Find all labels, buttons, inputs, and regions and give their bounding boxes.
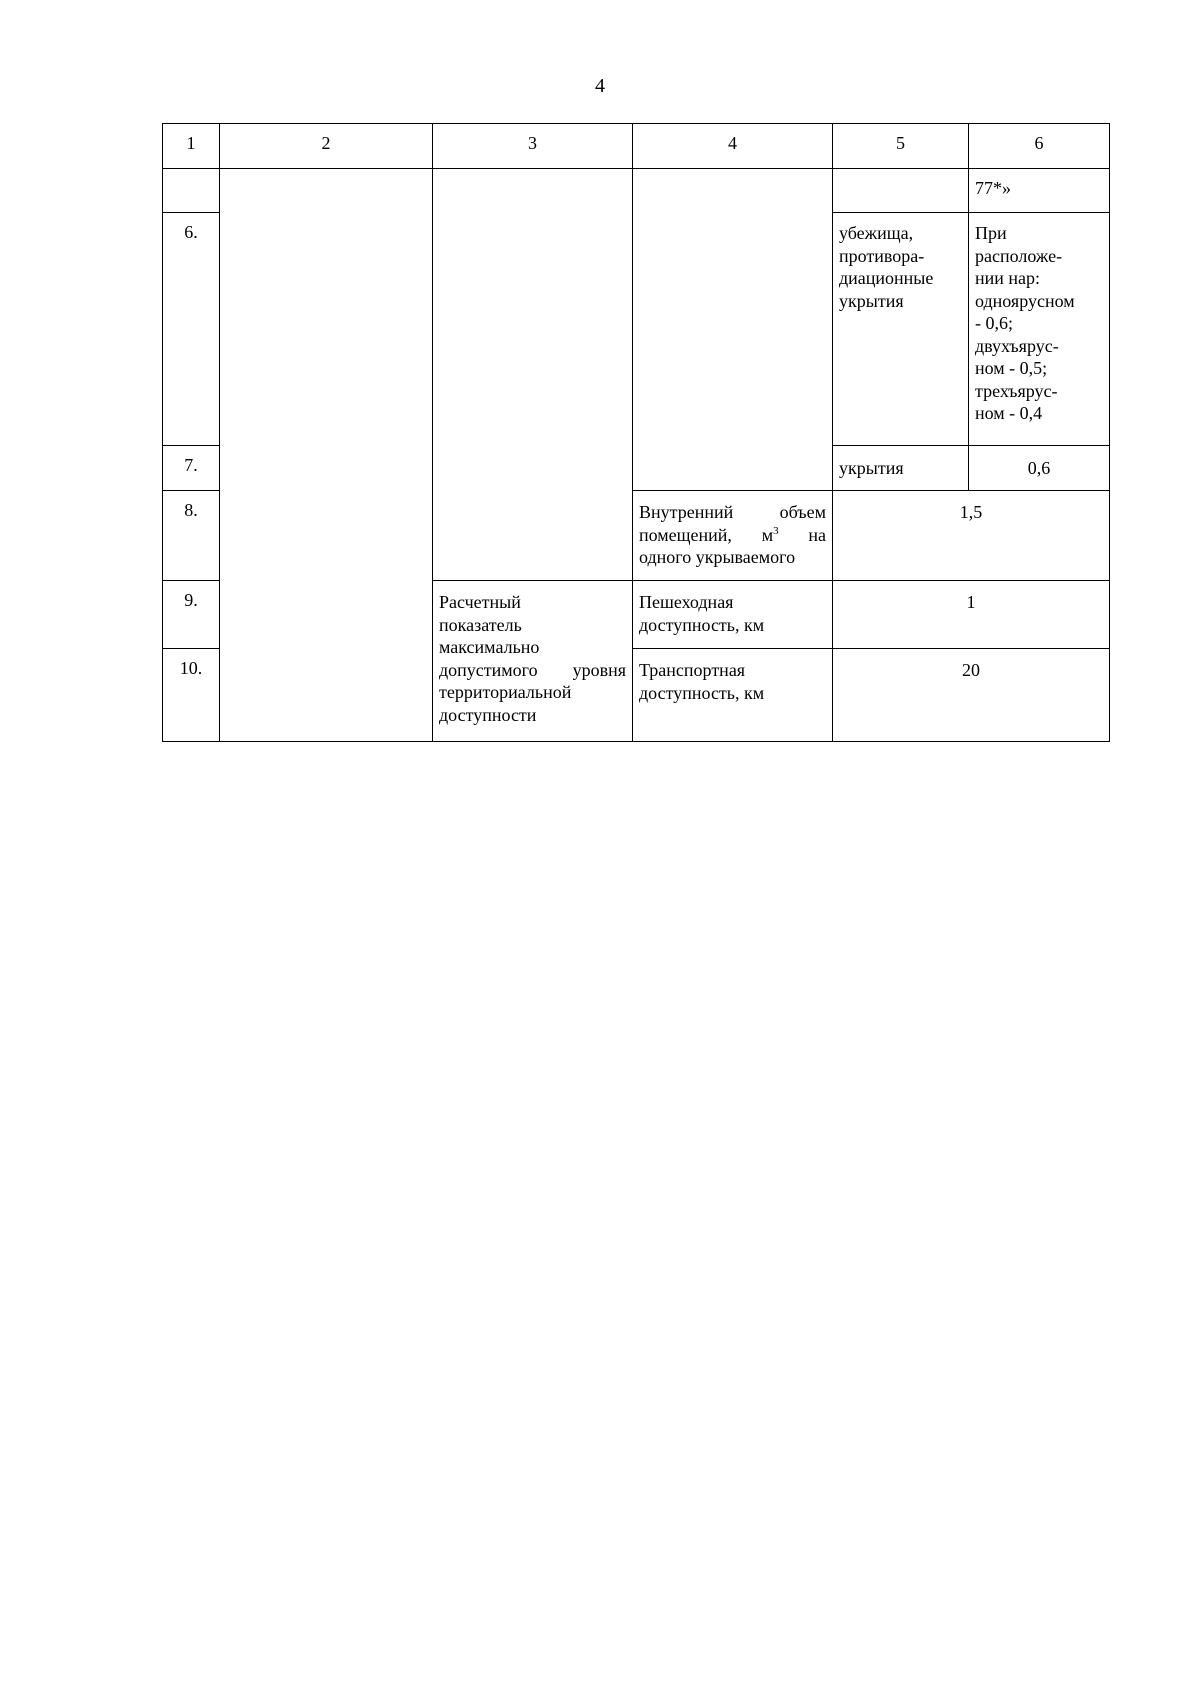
cubic-superscript: 3 xyxy=(773,524,779,537)
row-9-col3-line: максимально xyxy=(439,637,540,657)
row-9-col3-line: территориальной xyxy=(439,682,572,702)
col3-merged-cell-upper xyxy=(433,169,633,581)
row-8-col4 xyxy=(633,491,833,581)
col4-merged-cell-upper xyxy=(633,169,833,491)
row-9-col3-line: доступности xyxy=(439,704,537,725)
row-7-col5: укрытия xyxy=(833,446,969,491)
row-9-col3-line: Расчетный xyxy=(439,592,521,612)
row-8-col4-line-3: одного укрываемого xyxy=(639,547,796,567)
row-6-col6-line: ном - 0,4 xyxy=(975,403,1043,423)
row-6-col6-line: трехъярус- xyxy=(975,380,1058,401)
row-7-col6: 0,6 xyxy=(969,446,1110,491)
row-6-col6-line: двухъярус- xyxy=(975,335,1059,356)
row-6-num: 6. xyxy=(163,213,220,446)
row-10-value: 20 xyxy=(833,649,1110,742)
header-cell-6: 6 xyxy=(969,124,1110,169)
row-a-col6: 77*» xyxy=(969,169,1110,213)
row-9-col3-line: показатель xyxy=(439,614,522,635)
row-6-col6-line: нии нар: xyxy=(975,268,1041,288)
row-8-col4-line-2-b: на xyxy=(778,524,826,545)
row-a-col5 xyxy=(833,169,969,213)
row-9-col3-line: допустимого уровня xyxy=(439,659,626,680)
row-6-col6 xyxy=(969,213,1110,446)
row-9-num: 9. xyxy=(163,581,220,649)
norms-table xyxy=(162,123,1110,742)
header-cell-4: 4 xyxy=(633,124,833,169)
row-6-col6-line: расположе- xyxy=(975,245,1063,266)
row-9-col4: Пешеходная доступность, км xyxy=(633,581,833,649)
row-10-col4: Транспортная доступность, км xyxy=(633,649,833,742)
row-9-col3 xyxy=(433,581,633,742)
header-cell-5: 5 xyxy=(833,124,969,169)
row-8-col4-line-1 xyxy=(639,501,826,524)
header-cell-3: 3 xyxy=(433,124,633,169)
table-row xyxy=(163,169,1110,213)
row-7-num: 7. xyxy=(163,446,220,491)
row-9-value: 1 xyxy=(833,581,1110,649)
row-8-col4-line-1-text: Внутренний объем xyxy=(639,502,826,522)
header-cell-2: 2 xyxy=(220,124,433,169)
row-8-value: 1,5 xyxy=(833,491,1110,581)
table-header-row xyxy=(163,124,1110,169)
col2-merged-cell xyxy=(220,169,433,742)
row-a-num xyxy=(163,169,220,213)
row-6-col6-line: При xyxy=(975,223,1007,243)
row-8-col4-line-2-a: помещений, м xyxy=(639,524,774,545)
row-8-col4-line-2 xyxy=(639,524,826,547)
row-6-col6-line: ном - 0,5; xyxy=(975,358,1048,378)
row-6-col6-line: - 0,6; xyxy=(975,313,1013,333)
header-cell-1: 1 xyxy=(163,124,220,169)
row-8-num: 8. xyxy=(163,491,220,581)
row-6-col6-line: одноярусном xyxy=(975,290,1075,311)
row-6-col5: убежища, противора-диационные укрытия xyxy=(833,213,969,446)
page-number: 4 xyxy=(595,75,605,97)
row-10-num: 10. xyxy=(163,649,220,742)
